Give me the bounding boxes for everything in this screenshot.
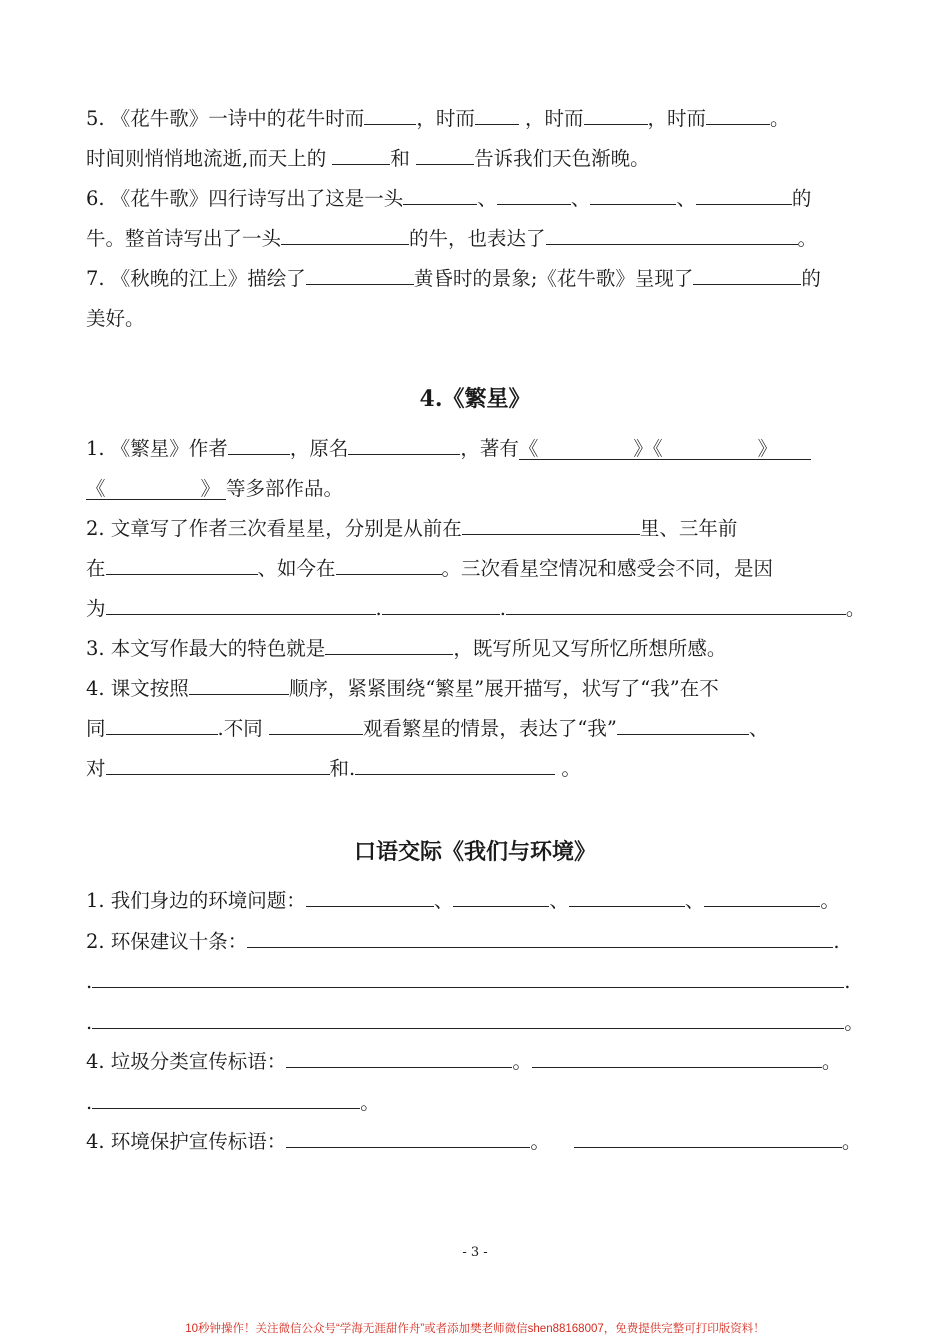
footer-notice: 10秒钟操作！关注微信公众号“学海无涯甜作舟”或者添加樊老师微信shen88168007，免费提供完整可打印版资料！	[185, 1323, 765, 1335]
book-title-blank	[519, 429, 811, 460]
q5-line2	[86, 139, 864, 179]
q6-line1	[86, 179, 864, 219]
page-number: - 3 -	[462, 1245, 488, 1260]
fx-q2-line1	[86, 509, 864, 549]
blank	[325, 632, 453, 655]
period: 。	[797, 227, 818, 250]
blank	[306, 262, 414, 285]
env-q4a-line2	[86, 1083, 864, 1123]
env-q2-line3	[86, 1003, 864, 1043]
period: 。	[845, 597, 866, 620]
book-title-blank	[86, 469, 226, 500]
dot: .	[86, 970, 93, 993]
dot: .	[375, 597, 382, 620]
separator: 、	[477, 187, 497, 210]
blank	[106, 592, 376, 615]
fx-q3-text-b: ，既写所见又写所忆所想所感。	[453, 637, 727, 660]
blank	[348, 432, 460, 455]
blank	[269, 712, 363, 735]
env-q2-text: 2. 环保建议十条：	[86, 930, 248, 953]
blank	[382, 592, 500, 615]
blank	[706, 102, 770, 125]
q7-line1	[86, 259, 864, 299]
blank	[617, 712, 749, 735]
q5-text-e: 。	[770, 107, 790, 130]
section-title-environment: 口语交际《我们与环境》	[353, 839, 596, 865]
q5-line1	[86, 99, 864, 139]
q5-text-c: ，时而	[518, 107, 584, 130]
q7-text-a: 7. 《秋晚的江上》描绘了	[86, 267, 306, 290]
blank	[92, 1006, 844, 1029]
fx-q2-line2	[86, 549, 864, 589]
blank	[189, 672, 289, 695]
fx-q3-line	[86, 629, 864, 669]
book-open-mark: 《	[86, 477, 106, 500]
fx-q4-line2-text-b: .不同	[217, 717, 269, 740]
fx-q2-text-a: 2. 文章写了作者三次看星星，分别是从前在	[86, 517, 462, 540]
fx-q2-line2-text-b: 、如今在	[257, 557, 336, 580]
dot: .	[86, 1011, 93, 1034]
dot: .	[499, 597, 506, 620]
separator: 、	[684, 889, 705, 912]
fx-q4-text-a: 4. 课文按照	[86, 677, 189, 700]
fx-q1-line2	[86, 469, 864, 509]
q5-text-d: ，时而	[647, 107, 707, 130]
blank	[92, 965, 844, 988]
blank	[497, 182, 571, 205]
q6-line2	[86, 219, 864, 259]
book-open-mark: 《	[518, 437, 539, 460]
fx-q4-line2-text-a: 同	[86, 717, 106, 740]
period: 。	[360, 1091, 380, 1114]
book-close-mark: 》	[633, 437, 653, 460]
q7-line2	[86, 299, 864, 339]
fx-q4-line3-text-b: 和.	[329, 757, 356, 780]
fx-q1-text-end: 等多部作品。	[226, 477, 344, 500]
fx-q4-line2-text-c: 观看繁星的情景，表达了“我”	[362, 717, 617, 740]
book-close-mark: 》	[757, 437, 778, 460]
dot: .	[844, 970, 851, 993]
blank	[696, 182, 792, 205]
q5-text-b: ，时而	[416, 107, 475, 130]
env-q4b-text: 4. 环境保护宣传标语：	[86, 1130, 287, 1153]
q6-text-end: 的	[791, 187, 812, 210]
blank	[584, 102, 648, 125]
blank	[286, 1045, 512, 1068]
section-title-fanxing: 4.《繁星》	[419, 386, 531, 412]
env-q4b-line	[86, 1122, 864, 1162]
env-q2-line1	[86, 922, 864, 962]
book-close-mark: 》	[200, 477, 221, 500]
fx-q4-text-b: 顺序，紧紧围绕“繁星”展开描写，状写了“我”在不	[288, 677, 719, 700]
blank	[247, 925, 833, 948]
separator: 、	[433, 889, 454, 912]
blank	[532, 1045, 822, 1068]
separator: 、	[676, 187, 696, 210]
blank	[453, 884, 549, 907]
dot: .	[833, 930, 840, 953]
fx-q1-text-b: ，原名	[289, 437, 349, 460]
fx-q1-text-c: ，著有	[460, 437, 519, 460]
env-q2-line2	[86, 962, 864, 1002]
blank	[590, 182, 676, 205]
fx-q4-line2	[86, 709, 864, 749]
blank	[574, 1125, 842, 1148]
fx-q4-line3	[86, 749, 864, 789]
fx-q3-text-a: 3. 本文写作最大的特色就是	[86, 637, 326, 660]
q6-line2-text-a: 牛。整首诗写出了一头	[86, 227, 282, 250]
blank	[693, 262, 801, 285]
q6-text-a: 6. 《花牛歌》四行诗写出了这是一头	[86, 187, 404, 210]
blank	[546, 222, 798, 245]
blank	[704, 884, 820, 907]
q6-line2-text-b: 的牛，也表达了	[409, 227, 546, 250]
blank	[106, 752, 330, 775]
blank	[364, 102, 416, 125]
period: 。	[530, 1130, 550, 1153]
blank	[306, 884, 434, 907]
dot: .	[86, 1091, 93, 1114]
blank	[92, 1086, 360, 1109]
fx-q2-line3	[86, 589, 864, 629]
blank	[106, 552, 258, 575]
separator: 、	[549, 889, 569, 912]
q7-text-c: 的	[801, 267, 821, 290]
fx-q4-line1	[86, 669, 864, 709]
period: 。	[821, 1050, 842, 1073]
blank	[462, 512, 640, 535]
fx-q2-line3-text-a: 为	[86, 597, 106, 620]
q5-line2-text-c: 告诉我们天色渐晚。	[474, 147, 650, 170]
blank	[332, 142, 390, 165]
blank	[286, 1125, 530, 1148]
period: 。	[844, 1011, 864, 1034]
period: 。	[820, 889, 840, 912]
fx-q2-line2-text-a: 在	[86, 557, 106, 580]
blank	[416, 142, 474, 165]
fx-q2-line2-text-c: 。三次看星空情况和感受会不同，是因	[441, 557, 774, 580]
fx-q1-text-a: 1. 《繁星》作者	[86, 437, 228, 460]
blank	[475, 102, 519, 125]
fx-q1-line1	[86, 429, 864, 469]
fx-q4-line2-text-d: 、	[748, 717, 769, 740]
q5-text-a: 5. 《花牛歌》一诗中的花牛时而	[86, 107, 365, 130]
blank	[355, 752, 555, 775]
env-q4a-text: 4. 垃圾分类宣传标语：	[86, 1050, 287, 1073]
blank	[281, 222, 409, 245]
blank	[228, 432, 290, 455]
env-q1-line	[86, 881, 864, 921]
q7-line2-text: 美好。	[86, 307, 145, 330]
q5-line2-text-a: 时间则悄悄地流逝,而天上的	[86, 147, 333, 170]
fx-q4-line3-text-c: 。	[555, 757, 581, 780]
blank	[569, 884, 685, 907]
env-q4a-line1	[86, 1042, 864, 1082]
q5-line2-text-b: 和	[390, 147, 417, 170]
blank	[336, 552, 442, 575]
period: 。	[841, 1130, 862, 1153]
blank	[106, 712, 218, 735]
book-open-mark: 《	[652, 437, 663, 460]
period: 。	[512, 1050, 532, 1073]
blank	[506, 592, 846, 615]
fx-q4-line3-text-a: 对	[86, 757, 106, 780]
separator: 、	[570, 187, 591, 210]
blank	[403, 182, 477, 205]
env-q1-text: 1. 我们身边的环境问题：	[86, 889, 306, 912]
q7-text-b: 黄昏时的景象;《花牛歌》呈现了	[413, 267, 694, 290]
fx-q2-text-b: 里、三年前	[639, 517, 738, 540]
